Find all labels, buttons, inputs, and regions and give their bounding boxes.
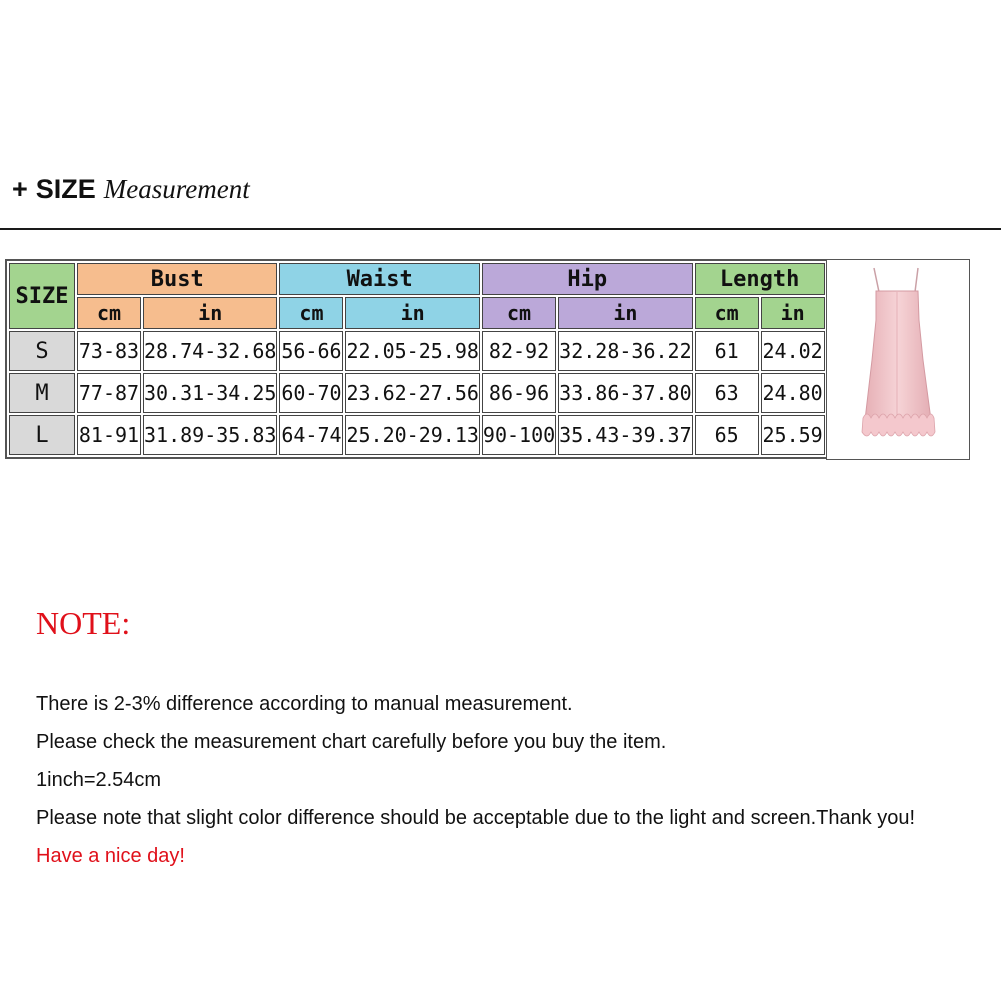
table-cell: 33.86-37.80 [558, 373, 692, 413]
table-cell: 90-100 [482, 415, 556, 455]
table-row [9, 331, 825, 371]
table-row [9, 415, 825, 455]
dress-icon [827, 260, 969, 459]
table-cell: 86-96 [482, 373, 556, 413]
table-cell: 77-87 [77, 373, 141, 413]
title-size-word: SIZE [35, 174, 96, 204]
table-cell: 22.05-25.98 [345, 331, 479, 371]
dress-image [826, 259, 970, 460]
hip-header: Hip [482, 263, 693, 295]
title-measurement-word: Measurement [103, 174, 250, 204]
size-cell: M [9, 373, 75, 413]
bust-in-header: in [143, 297, 277, 329]
size-cell: L [9, 415, 75, 455]
table-cell: 25.20-29.13 [345, 415, 479, 455]
table-cell: 73-83 [77, 331, 141, 371]
table-cell: 35.43-39.37 [558, 415, 692, 455]
table-cell: 31.89-35.83 [143, 415, 277, 455]
closing-line: Have a nice day! [36, 845, 185, 867]
note-line: 1inch=2.54cm [36, 769, 162, 791]
page-title [12, 174, 250, 214]
length-header: Length [695, 263, 825, 295]
size-cell: S [9, 331, 75, 371]
table-cell: 23.62-27.56 [345, 373, 479, 413]
note-line: There is 2-3% difference according to manual measurement. [36, 693, 573, 715]
bust-header: Bust [77, 263, 277, 295]
hip-in-header: in [558, 297, 692, 329]
hip-cm-header: cm [482, 297, 556, 329]
table-cell: 28.74-32.68 [143, 331, 277, 371]
table-cell: 30.31-34.25 [143, 373, 277, 413]
note-title: NOTE: [36, 605, 131, 641]
table-row [9, 373, 825, 413]
table-cell: 82-92 [482, 331, 556, 371]
waist-in-header: in [345, 297, 479, 329]
note-line: Please check the measurement chart carefully before you buy the item. [36, 731, 667, 753]
length-in-header: in [761, 297, 825, 329]
table-cell: 24.02 [761, 331, 825, 371]
table-cell: 61 [695, 331, 759, 371]
note-lines [36, 690, 915, 880]
divider [0, 228, 1001, 230]
size-header: SIZE [9, 263, 75, 329]
waist-cm-header: cm [279, 297, 343, 329]
table-cell: 63 [695, 373, 759, 413]
plus-symbol: + [12, 174, 28, 204]
bust-cm-header: cm [77, 297, 141, 329]
waist-header: Waist [279, 263, 479, 295]
table-cell: 64-74 [279, 415, 343, 455]
table-cell: 24.80 [761, 373, 825, 413]
table-cell: 56-66 [279, 331, 343, 371]
table-cell: 81-91 [77, 415, 141, 455]
table-cell: 65 [695, 415, 759, 455]
table-cell: 25.59 [761, 415, 825, 455]
length-cm-header: cm [695, 297, 759, 329]
table-cell: 60-70 [279, 373, 343, 413]
note-line: Please note that slight color difference should be acceptable due to the light and screen.Thank you! [36, 807, 916, 829]
table-cell: 32.28-36.22 [558, 331, 692, 371]
size-chart-table [5, 259, 829, 459]
